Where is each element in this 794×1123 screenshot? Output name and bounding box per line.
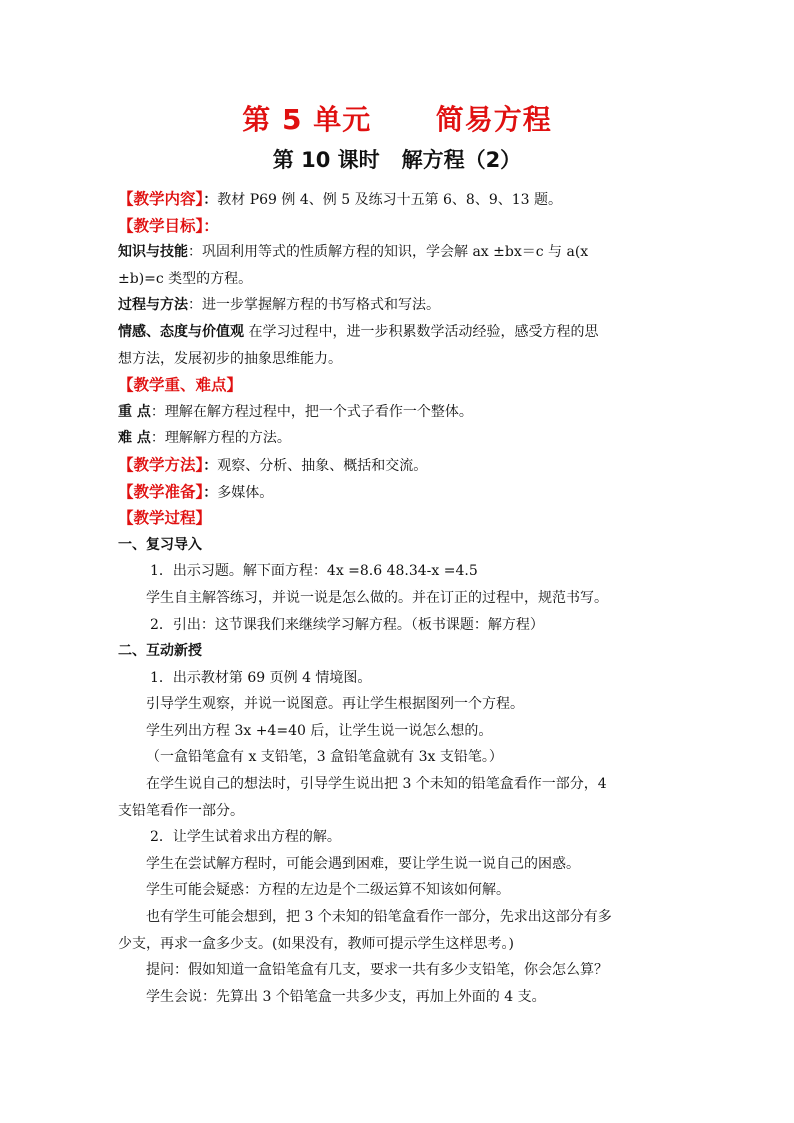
knowledge-text: 巩固利用等式的性质解方程的知识，学会解 ax ±bx＝c 与 a(x: [202, 244, 589, 261]
keypoints-heading: 【教学重、难点】: [118, 376, 243, 395]
teaching-prep-line: 【教学准备】：多媒体。: [118, 482, 274, 501]
emotion-line-2: 想方法，发展初步的抽象思维能力。: [118, 350, 342, 367]
paragraph: 2．引出：这节课我们来继续学习解方程。（板书课题：解方程）: [150, 616, 544, 633]
process-method-line: 过程与方法：进一步掌握解方程的书写格式和写法。: [118, 297, 440, 314]
teaching-process-heading: 【教学过程】: [118, 509, 212, 528]
unit-title: 第 5 单元 简易方程: [242, 103, 552, 136]
lesson-content: [118, 186, 680, 1010]
lesson-title: 第 10 课时 解方程（2）: [272, 148, 522, 172]
paragraph: 学生会说：先算出 3 个铅笔盒一共多少支，再加上外面的 4 支。: [146, 988, 546, 1005]
teaching-method-line: 【教学方法】：观察、分析、抽象、概括和交流。: [118, 455, 428, 474]
paragraph: 1．出示习题。解下面方程：4x =8.6 48.34-x =4.5: [150, 563, 478, 580]
difficult-point-label: 难 点: [118, 430, 151, 447]
process-method-label: 过程与方法: [118, 297, 188, 314]
paragraph: 学生列出方程 3x +4=40 后，让学生说一说怎么想的。: [146, 722, 493, 739]
part2-heading: 二、互动新授: [118, 643, 202, 660]
emotion-line: [118, 319, 680, 346]
teaching-method-text: 观察、分析、抽象、概括和交流。: [217, 457, 428, 474]
paragraph: 学生自主解答练习，并说一说是怎么做的。并在订正的过程中，规范书写。: [146, 589, 608, 606]
teaching-goals-line: 【教学目标】：: [118, 216, 219, 235]
emotion-text: 在学习过程中，进一步积累数学活动经验，感受方程的思: [244, 323, 599, 340]
knowledge-label: 知识与技能: [118, 244, 188, 261]
teaching-content-line: 【教学内容】：教材 P69 例 4、例 5 及练习十五第 6、8、9、13 题。: [118, 190, 563, 208]
teaching-prep-text: 多媒体。: [217, 484, 274, 501]
emotion-label: 情感、态度与价值观: [118, 323, 244, 340]
paragraph: 支铅笔看作一部分。: [118, 802, 244, 819]
teaching-goals-label: 【教学目标】: [118, 216, 204, 235]
paragraph: 也有学生可能会想到，把 3 个未知的铅笔盒看作一部分，先求出这部分有多: [146, 909, 612, 926]
paragraph: 引导学生观察，并说一说图意。再让学生根据图列一个方程。: [146, 696, 524, 713]
teaching-method-label: 【教学方法】: [118, 455, 204, 474]
key-point-line: 重 点：理解在解方程过程中，把一个式子看作一个整体。: [118, 403, 473, 420]
teaching-content-label: 【教学内容】: [118, 190, 204, 208]
paragraph: 少支，再求一盒多少支。(如果没有，教师可提示学生这样思考。): [118, 935, 514, 952]
difficult-point-line: 难 点：理解解方程的方法。: [118, 430, 291, 447]
paragraph: 在学生说自己的想法时，引导学生说出把 3 个未知的铅笔盒看作一部分，4: [146, 776, 607, 793]
key-point-label: 重 点: [118, 403, 151, 420]
paragraph: 学生可能会疑惑：方程的左边是个二级运算不知该如何解。: [146, 882, 510, 899]
difficult-point-text: 理解解方程的方法。: [164, 430, 291, 447]
knowledge-line: 知识与技能：巩固利用等式的性质解方程的知识，学会解 ax ±bx＝c 与 a(x: [118, 244, 589, 261]
paragraph: 提问：假如知道一盒铅笔盒有几支，要求一共有多少支铅笔，你会怎么算？: [146, 962, 608, 979]
paragraph: （一盒铅笔盒有 x 支铅笔，3 盒铅笔盒就有 3x 支铅笔。）: [146, 749, 503, 766]
teaching-content-text: 教材 P69 例 4、例 5 及练习十五第 6、8、9、13 题。: [217, 192, 563, 208]
process-method-text: 进一步掌握解方程的书写格式和写法。: [202, 297, 440, 314]
key-point-text: 理解在解方程过程中，把一个式子看作一个整体。: [164, 403, 473, 420]
part1-heading: 一、复习导入: [118, 536, 202, 553]
knowledge-line-2: ±b)=c 类型的方程。: [118, 270, 253, 287]
paragraph: 学生在尝试解方程时，可能会遇到困难，要让学生说一说自己的困惑。: [146, 855, 580, 872]
teaching-prep-label: 【教学准备】: [118, 482, 204, 501]
paragraph: 2．让学生试着求出方程的解。: [150, 829, 341, 846]
paragraph: 1．出示教材第 69 页例 4 情境图。: [150, 669, 372, 686]
